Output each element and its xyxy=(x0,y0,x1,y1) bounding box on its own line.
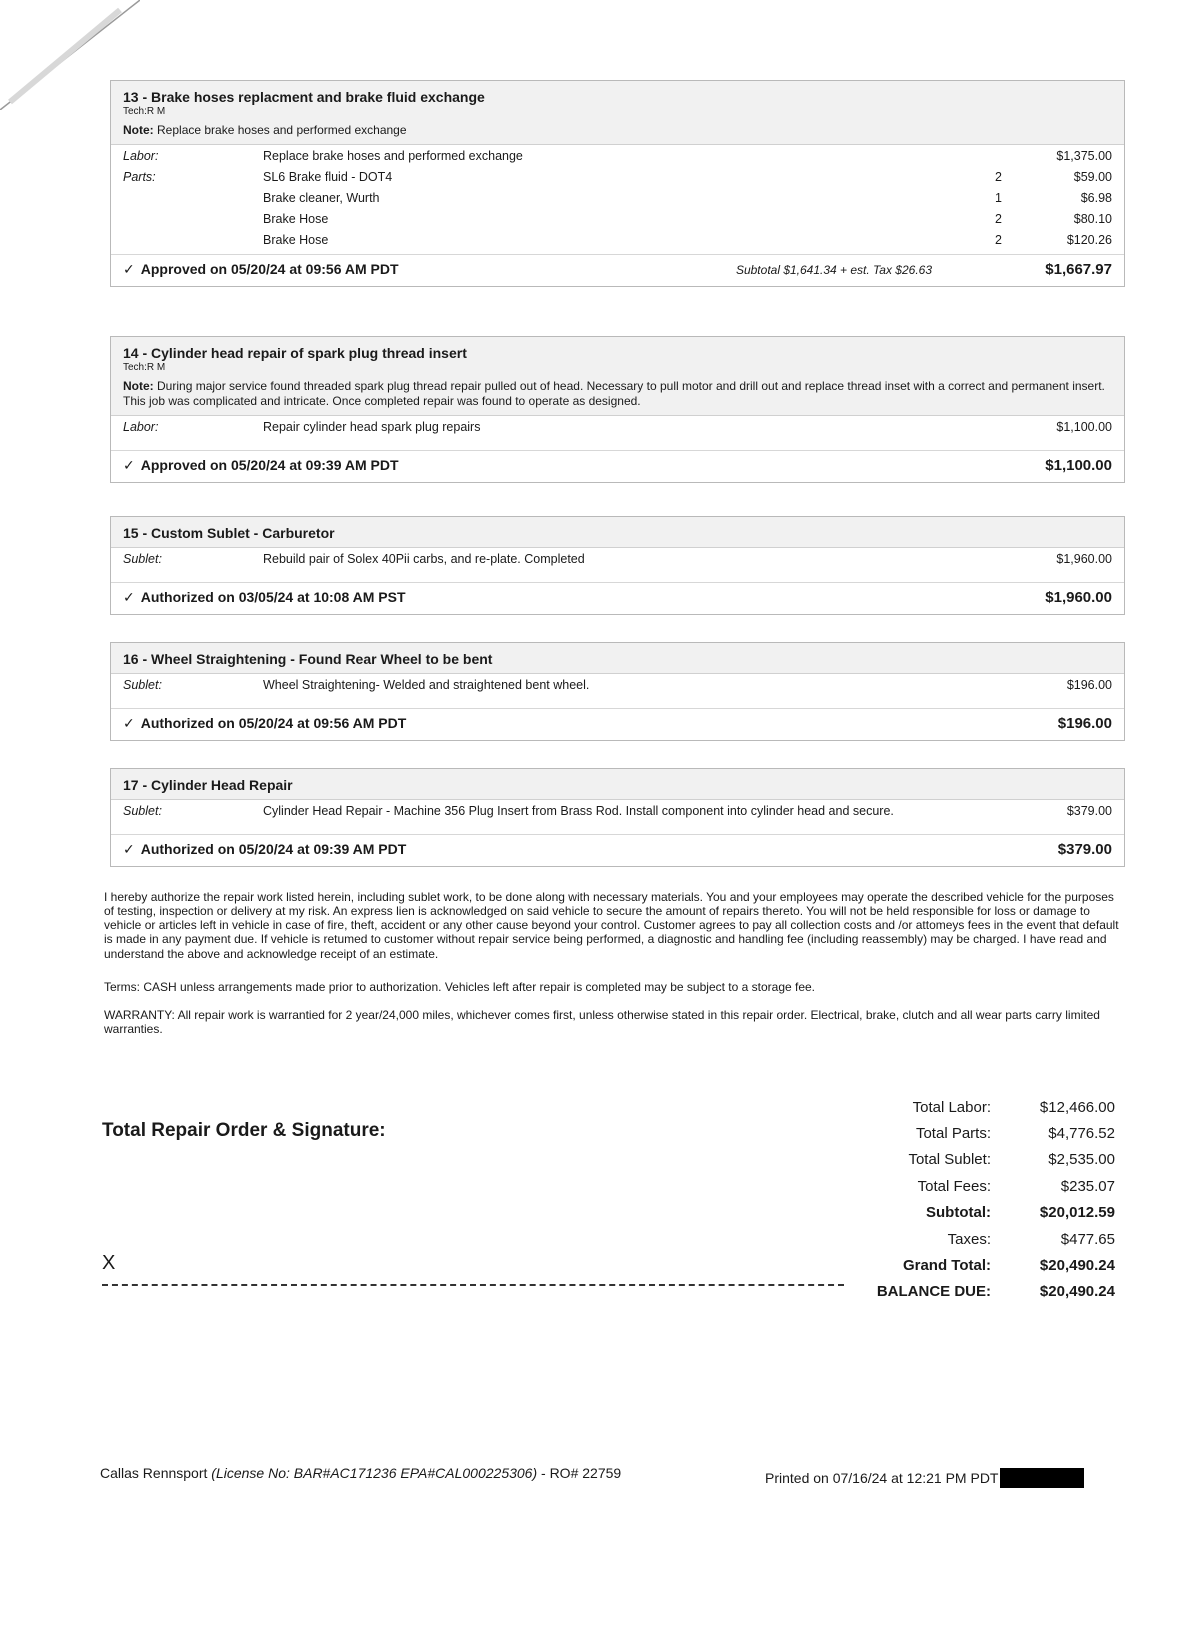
line-item xyxy=(123,149,1112,170)
total-label: Grand Total: xyxy=(902,1257,991,1275)
line-qty: 2 xyxy=(995,212,1002,226)
job-footer xyxy=(111,254,1124,286)
checkmark-icon: ✓ xyxy=(123,457,135,473)
terms-text: Terms: CASH unless arrangements made prior to authorization. Vehicles left after repair is completed may be subject to a storage fee. xyxy=(104,980,816,994)
line-item xyxy=(123,804,1112,834)
authorization-text: I hereby authorize the repair work listed herein, including sublet work, to be done along with necessary materials. You and your employees may operate the described vehicle for the purposes of testing, inspection or delivery at my risk. An express lien is acknowledged on said vehicle to secure the amount of repairs thereto. You will not be held responsible for loss or damage to vehicle or articles left in vehicle in case of fire, theft, accident or any other cause beyond your control. Customer agrees to pay all collection costs and /or attomeys fees in the event that default is made in any payment due. If vehicle is retumed to customer without repair service being performed, a diagnostic and handling fee (including reassembly) may be charged. I have read and understand the above and acknowledge receipt of an estimate. xyxy=(104,890,1119,961)
line-type: Labor: xyxy=(123,420,159,434)
line-description: Brake cleaner, Wurth xyxy=(263,191,380,205)
job-tech: Tech:R M xyxy=(123,106,166,117)
job-title: 15 - Custom Sublet - Carburetor xyxy=(123,525,335,541)
job-card-14 xyxy=(110,336,1125,483)
line-description: Cylinder Head Repair - Machine 356 Plug Insert from Brass Rod. Install component into cylinder head and secure. xyxy=(263,804,894,818)
shop-license: (License No: BAR#AC171236 EPA#CAL000225306) xyxy=(211,1465,538,1481)
job-footer xyxy=(111,450,1124,482)
line-price: $59.00 xyxy=(1073,170,1112,184)
status-text: Approved on 05/20/24 at 09:39 AM PDT xyxy=(140,457,399,473)
printed-date: Printed on 07/16/24 at 12:21 PM PDT xyxy=(765,1470,999,1486)
checkmark-icon: ✓ xyxy=(123,715,135,731)
line-item xyxy=(123,191,1112,212)
signature-line xyxy=(102,1284,844,1286)
line-price: $6.98 xyxy=(1080,191,1112,205)
line-item xyxy=(123,678,1112,708)
line-price: $1,100.00 xyxy=(1056,420,1112,434)
job-total: $1,100.00 xyxy=(1045,457,1112,474)
job-lines xyxy=(111,145,1124,254)
job-card-15 xyxy=(110,516,1125,615)
job-header xyxy=(111,81,1124,145)
job-header xyxy=(111,643,1124,674)
job-header xyxy=(111,337,1124,416)
line-price: $196.00 xyxy=(1066,678,1112,692)
job-title: 16 - Wheel Straightening - Found Rear Wheel to be bent xyxy=(123,651,493,667)
job-lines xyxy=(111,674,1124,708)
job-title: 14 - Cylinder head repair of spark plug thread insert xyxy=(123,345,467,361)
line-description: Brake Hose xyxy=(263,233,329,247)
job-card-13 xyxy=(110,80,1125,287)
printed-footer xyxy=(765,1468,1084,1488)
signature-mark: X xyxy=(102,1252,116,1274)
job-footer xyxy=(111,834,1124,866)
total-row-balance-due xyxy=(840,1279,1115,1305)
job-card-16 xyxy=(110,642,1125,741)
total-row-subtotal xyxy=(840,1200,1115,1226)
line-description: Wheel Straightening- Welded and straightened bent wheel. xyxy=(263,678,590,692)
note-label: Note: xyxy=(123,123,154,137)
job-status xyxy=(123,457,932,474)
line-description: Replace brake hoses and performed exchange xyxy=(263,149,523,163)
line-item xyxy=(123,212,1112,233)
total-value: $20,490.24 xyxy=(1039,1257,1115,1275)
job-total: $1,960.00 xyxy=(1045,589,1112,606)
line-description: Rebuild pair of Solex 40Pii carbs, and re-plate. Completed xyxy=(263,552,585,566)
total-row-fees xyxy=(840,1173,1115,1199)
shop-footer xyxy=(100,1465,621,1481)
job-lines xyxy=(111,416,1124,450)
job-subtotal: Subtotal $1,641.34 + est. Tax $26.63 xyxy=(735,262,932,277)
total-row-taxes xyxy=(840,1226,1115,1252)
total-value: $12,466.00 xyxy=(1039,1098,1115,1116)
job-footer xyxy=(111,582,1124,614)
total-label: Total Labor: xyxy=(912,1098,991,1116)
status-text: Authorized on 03/05/24 at 10:08 AM PST xyxy=(140,589,406,605)
job-header xyxy=(111,769,1124,800)
job-note xyxy=(123,123,1112,138)
total-label: Subtotal: xyxy=(926,1204,991,1222)
job-status xyxy=(123,589,932,606)
note-text: Replace brake hoses and performed exchange xyxy=(157,123,407,137)
line-qty: 1 xyxy=(995,191,1002,205)
status-text: Authorized on 05/20/24 at 09:56 AM PDT xyxy=(140,715,407,731)
total-value: $20,012.59 xyxy=(1039,1204,1115,1222)
line-price: $379.00 xyxy=(1066,804,1112,818)
line-price: $1,960.00 xyxy=(1056,552,1112,566)
total-label: Total Fees: xyxy=(917,1177,991,1195)
job-status xyxy=(123,261,736,278)
line-item xyxy=(123,552,1112,582)
job-lines xyxy=(111,800,1124,834)
job-note xyxy=(123,379,1112,409)
total-row-labor xyxy=(840,1094,1115,1120)
totals-table xyxy=(840,1094,1115,1305)
line-type: Sublet: xyxy=(123,678,162,692)
job-footer xyxy=(111,708,1124,740)
job-status xyxy=(123,715,932,732)
line-type: Labor: xyxy=(123,149,159,163)
status-text: Approved on 05/20/24 at 09:56 AM PDT xyxy=(140,261,399,277)
total-value: $235.07 xyxy=(1060,1177,1115,1195)
checkmark-icon: ✓ xyxy=(123,589,135,605)
total-value: $20,490.24 xyxy=(1039,1283,1115,1301)
total-value: $2,535.00 xyxy=(1048,1151,1115,1169)
job-tech: Tech:R M xyxy=(123,362,166,373)
total-row-grand-total xyxy=(840,1252,1115,1278)
note-label: Note: xyxy=(123,379,154,393)
shop-name: Callas Rennsport xyxy=(100,1465,208,1481)
line-price: $120.26 xyxy=(1066,233,1112,247)
line-item xyxy=(123,170,1112,191)
job-total: $1,667.97 xyxy=(1045,261,1112,278)
line-item xyxy=(123,233,1112,254)
line-type: Sublet: xyxy=(123,804,162,818)
redaction-bar xyxy=(1000,1468,1084,1488)
total-row-parts xyxy=(840,1120,1115,1146)
line-type: Parts: xyxy=(123,170,156,184)
job-total: $379.00 xyxy=(1057,841,1112,858)
line-qty: 2 xyxy=(995,233,1002,247)
line-description: Repair cylinder head spark plug repairs xyxy=(263,420,481,434)
job-lines xyxy=(111,548,1124,582)
total-label: Total Sublet: xyxy=(908,1151,991,1169)
job-title: 13 - Brake hoses replacment and brake fluid exchange xyxy=(123,89,485,105)
total-value: $477.65 xyxy=(1060,1230,1115,1248)
line-price: $1,375.00 xyxy=(1056,149,1112,163)
line-price: $80.10 xyxy=(1073,212,1112,226)
line-qty: 2 xyxy=(995,170,1002,184)
job-card-17 xyxy=(110,768,1125,867)
line-description: Brake Hose xyxy=(263,212,329,226)
repair-order-number: - RO# 22759 xyxy=(541,1465,622,1481)
job-header xyxy=(111,517,1124,548)
warranty-text: WARRANTY: All repair work is warrantied for 2 year/24,000 miles, whichever comes first, unless otherwise stated in this repair order. Electrical, brake, clutch and all wear parts carry limited warranties. xyxy=(104,1008,1100,1037)
total-label: Total Parts: xyxy=(915,1125,991,1143)
checkmark-icon: ✓ xyxy=(123,841,135,857)
line-type: Sublet: xyxy=(123,552,162,566)
line-description: SL6 Brake fluid - DOT4 xyxy=(263,170,393,184)
checkmark-icon: ✓ xyxy=(123,261,135,277)
job-status xyxy=(123,841,932,858)
line-item xyxy=(123,420,1112,450)
total-label: Taxes: xyxy=(947,1230,991,1248)
status-text: Authorized on 05/20/24 at 09:39 AM PDT xyxy=(140,841,407,857)
total-value: $4,776.52 xyxy=(1048,1125,1115,1143)
note-text: During major service found threaded spark plug thread repair pulled out of head. Necessary to pull motor and drill out and replace thread inset with a correct and permanent insert. This job was complicated and intricate. Once completed repair was found to operate as designed. xyxy=(123,379,1105,408)
total-label: BALANCE DUE: xyxy=(876,1283,991,1301)
job-total: $196.00 xyxy=(1057,715,1112,732)
job-title: 17 - Cylinder Head Repair xyxy=(123,777,293,793)
total-row-sublet xyxy=(840,1147,1115,1173)
signature-title: Total Repair Order & Signature: xyxy=(102,1120,386,1141)
